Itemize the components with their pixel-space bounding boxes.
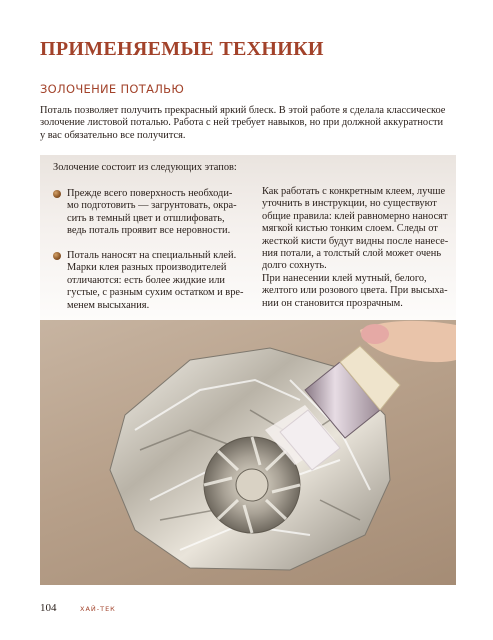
publisher-brand: ХАЙ-ТЕК [80, 605, 116, 613]
right-line: долго сохнуть. [262, 260, 327, 272]
foil-brush-illustration [40, 320, 456, 585]
bullet-text [67, 250, 243, 312]
bullet-line: ведь поталь проявит все неровности. [67, 225, 231, 237]
right-line: нии он становится прозрачным. [262, 297, 403, 309]
bullet-line: отличаются: есть более жидкие или [67, 274, 225, 286]
intro-line: у вас обязательно все получится. [40, 129, 186, 141]
right-paragraph [262, 186, 452, 273]
section-subtitle: ЗОЛОЧЕНИЕ ПОТАЛЬЮ [40, 82, 185, 96]
gilding-photo [40, 320, 456, 585]
rosette-center [236, 469, 268, 501]
right-line: Как работать с конкретным клеем, лучше [262, 186, 446, 197]
bullet-dot-icon [53, 252, 61, 260]
bullet-dot-icon [53, 190, 61, 198]
fingernail [361, 324, 389, 344]
right-line: ния потали, а толстый слой может очень [262, 248, 442, 260]
bullet-line: Прежде всего поверхность необходи- [67, 188, 233, 199]
bullet-text [67, 188, 237, 238]
right-column [262, 186, 452, 310]
bullet-line: Марки клея разных производителей [67, 262, 227, 274]
right-line: При нанесении клей мутный, белого, [262, 272, 427, 284]
bullet-line: густые, с разным сухим остатком и вре- [67, 287, 244, 299]
bullet-line: менем высыхания. [67, 299, 150, 311]
bullet-line: сить в темный цвет и отшлифовать, [67, 212, 225, 224]
right-line: желтого или розового цвета. При высыха- [262, 285, 448, 297]
bullet-item [53, 250, 249, 312]
right-line: уточнить в инструкции, но существуют [262, 198, 437, 210]
stages-lead: Золочение состоит из следующих этапов: [53, 162, 237, 173]
intro-line: золочение листовой поталью. Работа с ней требует навыков, но при должной аккуратности [40, 117, 444, 129]
intro-line: Поталь позволяет получить прекрасный яркий блеск. В этой работе я сделала классическое [40, 105, 446, 116]
bullet-item [53, 188, 249, 238]
bullet-line: мо подготовить — загрунтовать, окра- [67, 200, 237, 212]
page-number: 104 [40, 602, 57, 614]
bullet-line: Поталь наносят на специальный клей. [67, 250, 237, 261]
page-title: ПРИМЕНЯЕМЫЕ ТЕХНИКИ [40, 38, 324, 60]
right-paragraph [262, 273, 452, 310]
right-line: мягкой кистью тонким слоем. Следы от [262, 223, 438, 235]
right-line: общие правила: клей равномерно наносят [262, 210, 448, 222]
right-line: жесткой кисти будут видны после нанесе- [262, 235, 449, 247]
intro-paragraph [40, 105, 460, 142]
